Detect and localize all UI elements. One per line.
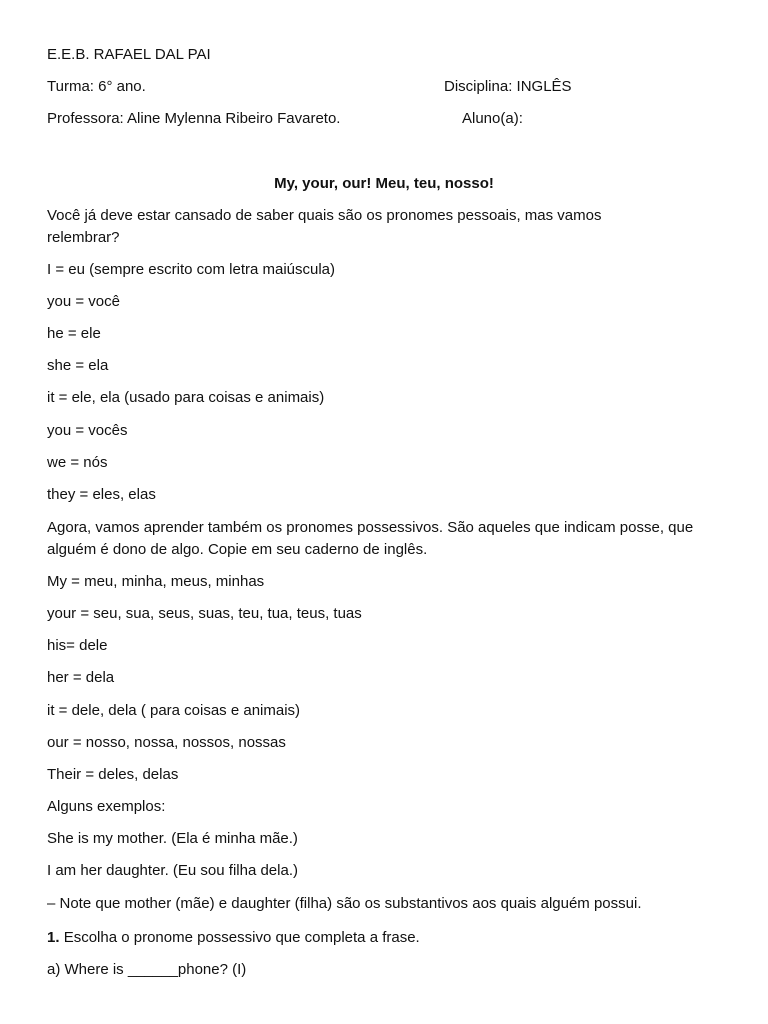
personal-pronoun-he: he = ele bbox=[47, 325, 101, 342]
personal-pronoun-she: she = ela bbox=[47, 357, 109, 374]
personal-pronoun-you-plural: you = vocês bbox=[47, 422, 128, 439]
personal-pronoun-you: you = você bbox=[47, 293, 120, 310]
possessive-pronoun-it: it = dele, dela ( para coisas e animais) bbox=[47, 702, 301, 719]
class-label: Turma: 6° ano. bbox=[47, 78, 146, 95]
possessive-intro-paragraph: Agora, vamos aprender também os pronomes possessivos. São aqueles que indicam posse, que alguém é dono de algo. Copie em seu caderno de inglês. bbox=[47, 519, 694, 558]
school-name: E.E.B. RAFAEL DAL PAI bbox=[47, 46, 211, 63]
possessive-pronoun-his: his= dele bbox=[47, 637, 108, 654]
intro-paragraph: Você já deve estar cansado de saber quais são os pronomes pessoais, mas vamos relembrar? bbox=[47, 207, 602, 246]
possessive-pronoun-our: our = nosso, nossa, nossos, nossas bbox=[47, 734, 286, 751]
personal-pronoun-it: it = ele, ela (usado para coisas e animais) bbox=[47, 389, 325, 406]
possessive-pronoun-their: Their = deles, delas bbox=[47, 766, 179, 783]
personal-pronoun-i: I = eu (sempre escrito com letra maiúscula) bbox=[47, 261, 336, 278]
example-2: I am her daughter. (Eu sou filha dela.) bbox=[47, 862, 298, 879]
exercise-1-heading bbox=[47, 927, 728, 949]
page-title: My, your, our! Meu, teu, nosso! bbox=[274, 175, 494, 192]
example-1: She is my mother. (Ela é minha mãe.) bbox=[47, 830, 298, 847]
personal-pronoun-we: we = nós bbox=[47, 454, 108, 471]
teacher-label: Professora: Aline Mylenna Ribeiro Favareto. bbox=[47, 110, 341, 127]
exercise-instruction: Escolha o pronome possessivo que completa a frase. bbox=[63, 929, 420, 946]
subject-label: Disciplina: INGLÊS bbox=[444, 78, 572, 95]
possessive-pronoun-my: My = meu, minha, meus, minhas bbox=[47, 573, 265, 590]
note-paragraph: – Note que mother (mãe) e daughter (filha) são os substantivos aos quais alguém possui. bbox=[47, 895, 642, 912]
personal-pronoun-they: they = eles, elas bbox=[47, 486, 156, 503]
student-label: Aluno(a): bbox=[462, 110, 523, 127]
exercise-item-a: a) Where is ______phone? (I) bbox=[47, 961, 247, 978]
possessive-pronoun-your: your = seu, sua, seus, suas, teu, tua, teus, tuas bbox=[47, 605, 362, 622]
examples-label: Alguns exemplos: bbox=[47, 798, 166, 815]
possessive-pronoun-her: her = dela bbox=[47, 669, 115, 686]
exercise-number: 1. bbox=[47, 929, 60, 946]
